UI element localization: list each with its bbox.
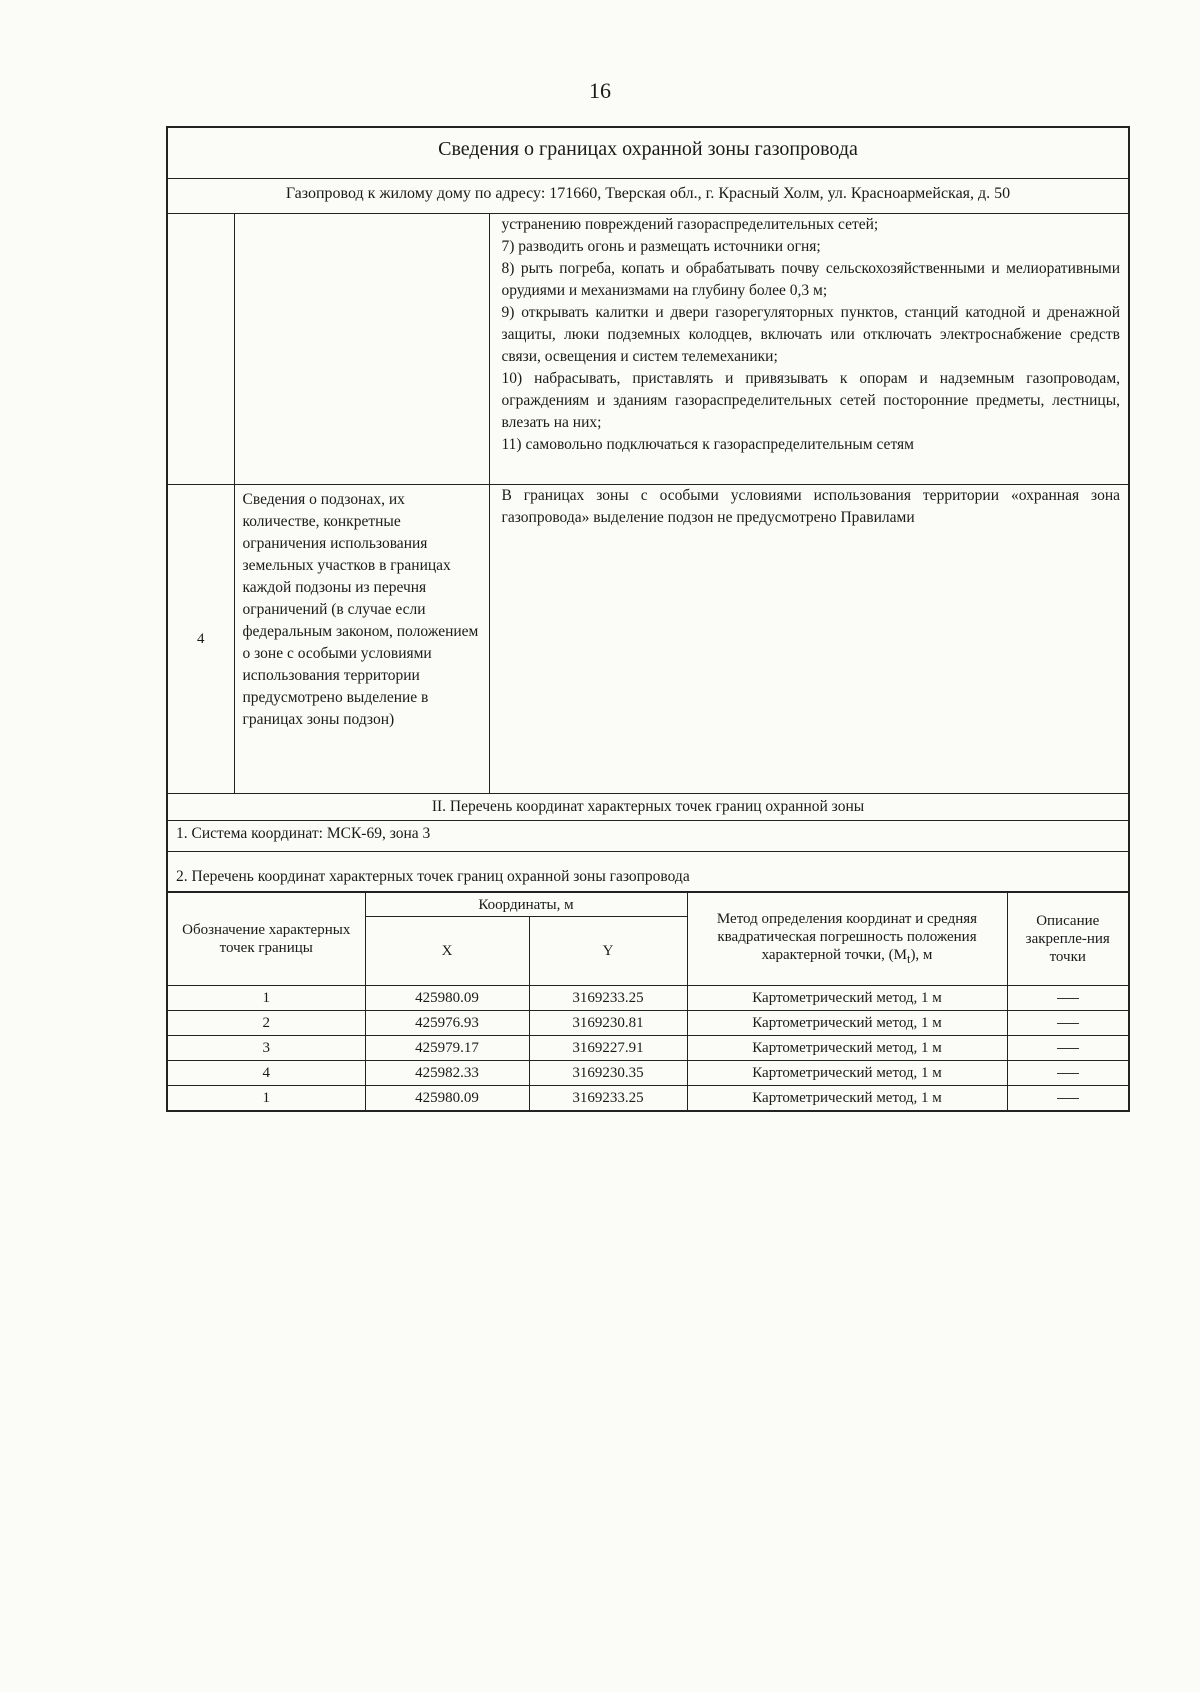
y-cell: 3169230.81 [529,1011,687,1036]
x-cell: 425980.09 [365,986,529,1011]
table-row [167,1086,1129,1112]
description-cell [1007,1061,1129,1086]
point-cell: 2 [167,1011,365,1036]
coordinate-list-title: 2. Перечень координат характерных точек границ охранной зоны газопровода [167,852,1129,893]
point-cell: 1 [167,986,365,1011]
point-cell: 3 [167,1036,365,1061]
point-cell: 4 [167,1061,365,1086]
description-header: Описание закрепле-ния точки [1007,893,1129,986]
zone-info-table [166,126,1130,893]
coordinates-header: Координаты, м [365,893,687,917]
y-cell: 3169233.25 [529,1086,687,1112]
restrictions-row [167,214,1129,485]
restriction-item: 9) открывать калитки и двери газорегуляторных пунктов, станций катодной и дренажной защиты, люки подземных колодцев, включать или отключать электроснабжение средств связи, освещения и систем телемеханики; [501,304,1120,365]
method-cell: Картометрический метод, 1 м [687,1061,1007,1086]
document-title: Сведения о границах охранной зоны газопровода [167,127,1129,179]
x-cell: 425976.93 [365,1011,529,1036]
coordinates-header-row [167,893,1129,917]
method-header-end: ), м [910,947,933,963]
restrictions-text-cell [489,214,1129,485]
method-cell: Картометрический метод, 1 м [687,986,1007,1011]
x-cell: 425979.17 [365,1036,529,1061]
dash-mark [1057,1023,1079,1024]
y-cell: 3169227.91 [529,1036,687,1061]
restriction-item: устранению повреждений газораспределительных сетей; [501,216,879,233]
dash-mark [1057,1073,1079,1074]
restriction-item: 11) самовольно подключаться к газораспределительным сетям [501,436,914,453]
page-number: 16 [589,78,611,103]
table-row [167,1011,1129,1036]
point-cell: 1 [167,1086,365,1112]
restrictions-number-cell [167,214,234,485]
table-row [167,1036,1129,1061]
description-cell [1007,1036,1129,1061]
y-cell: 3169230.35 [529,1061,687,1086]
designation-header: Обозначение характерных точек границы [167,893,365,986]
dash-mark [1057,998,1079,999]
x-cell: 425980.09 [365,1086,529,1112]
table-row [167,1061,1129,1086]
restriction-item: 10) набрасывать, приставлять и привязывать к опорам и надземным газопроводам, ограждениям и зданиям газораспределительных сетей посторонние предметы, лестницы, влезать на них; [501,370,1120,431]
method-header-text: Метод определения координат и средняя квадратическая погрешность положения характерной точки, (M [716,911,978,963]
description-cell [1007,986,1129,1011]
dash-mark [1057,1098,1079,1099]
table-row [167,986,1129,1011]
restrictions-label-cell [234,214,489,485]
coordinate-system: 1. Система координат: МСК-69, зона 3 [167,821,1129,852]
restriction-item: 8) рыть погреба, копать и обрабатывать почву сельскохозяйственными и мелиоративными орудиями и механизмами на глубину более 0,3 м; [501,260,1120,299]
method-header [687,893,1007,986]
coordinates-table [166,893,1130,1112]
subzones-label: Сведения о подзонах, их количестве, конкретные ограничения использования земельных участков в границах каждой подзоны из перечня ограничений (в случае если федеральным законом, положением о зоне с особыми условиями использования территории предусмотрено выделение в границах зоны подзон) [234,485,489,794]
method-cell: Картометрический метод, 1 м [687,1086,1007,1112]
dash-mark [1057,1048,1079,1049]
method-cell: Картометрический метод, 1 м [687,1036,1007,1061]
method-cell: Картометрический метод, 1 м [687,1011,1007,1036]
section-2-heading: II. Перечень координат характерных точек границ охранной зоны [167,794,1129,821]
subzones-text-paragraph: В границах зоны с особыми условиями использования территории «охранная зона газопровода» выделение подзон не предусмотрено Правилами [501,487,1120,526]
pipeline-address: Газопровод к жилому дому по адресу: 171660, Тверская обл., г. Красный Холм, ул. Красноармейская, д. 50 [167,179,1129,214]
document-table [166,126,1130,1112]
method-header-subscript: t [906,952,911,966]
y-header: Y [529,917,687,986]
description-cell [1007,1086,1129,1112]
row-number: 4 [167,485,234,794]
y-cell: 3169233.25 [529,986,687,1011]
x-cell: 425982.33 [365,1061,529,1086]
subzones-text [489,485,1129,794]
subzones-row [167,485,1129,794]
description-cell [1007,1011,1129,1036]
x-header: X [365,917,529,986]
restriction-item: 7) разводить огонь и размещать источники огня; [501,238,821,255]
